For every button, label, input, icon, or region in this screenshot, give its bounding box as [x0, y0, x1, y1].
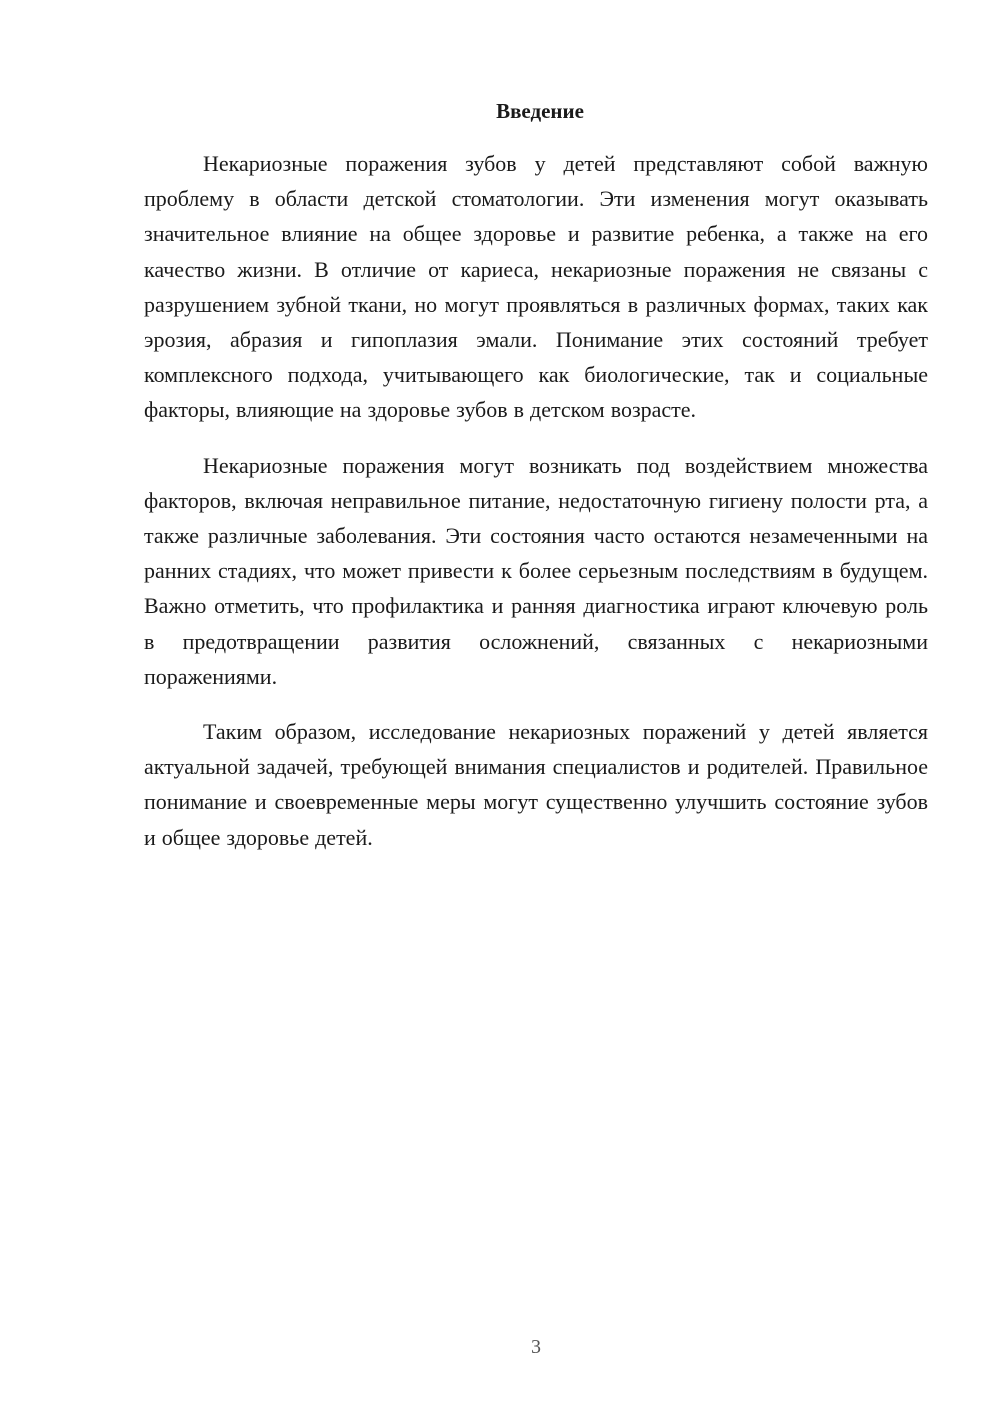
paragraph-3: Таким образом, исследование некариозных поражений у детей является актуальной задачей, требующей внимания специалистов и родителей. Правильное понимание и своевременные меры могут существенно улучшить состояние зубов и общее здоровье детей. — [144, 719, 928, 850]
section-heading: Введение — [496, 99, 584, 123]
paragraph-1: Некариозные поражения зубов у детей представляют собой важную проблему в области детской стоматологии. Эти изменения могут оказывать значительное влияние на общее здоровье и развитие ребенка, а также на его качество жизни. В отличие от кариеса, некариозные поражения не связаны с разрушением зубной ткани, но могут проявляться в различных формах, таких как эрозия, абразия и гипоплазия эмали. Понимание этих состояний требует комплексного подхода, учитывающего как биологические, так и социальные факторы, влияющие на здоровье зубов в детском возрасте. — [144, 151, 928, 423]
page-number: 3 — [531, 1336, 541, 1358]
page-content — [144, 96, 928, 875]
paragraph-2: Некариозные поражения могут возникать под воздействием множества факторов, включая неправильное питание, недостаточную гигиену полости рта, а также различные заболевания. Эти состояния часто остаются незамеченными на ранних стадиях, что может привести к более серьезным последствиям в будущем. Важно отметить, что профилактика и ранняя диагностика играют ключевую роль в предотвращении развития осложнений, связанных с некариозными поражениями. — [144, 452, 928, 689]
